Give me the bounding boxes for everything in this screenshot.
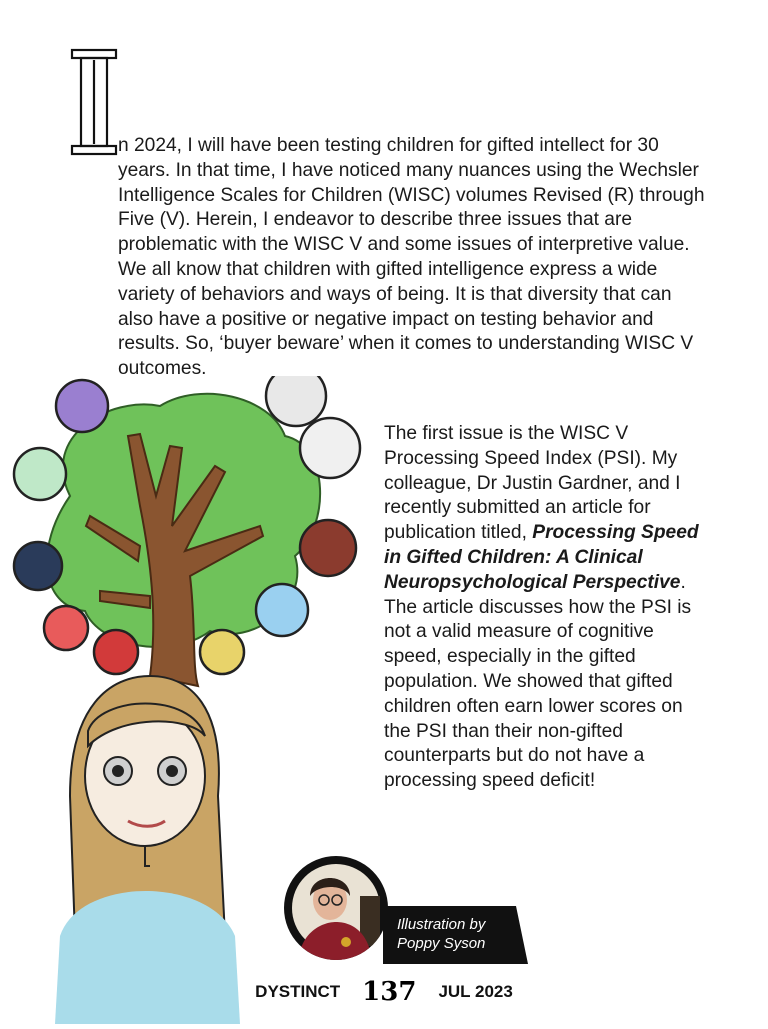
magazine-name: DYSTINCT xyxy=(255,982,341,1001)
drop-cap xyxy=(70,48,120,156)
issue-date: JUL 2023 xyxy=(438,982,513,1001)
intro-paragraph: n 2024, I will have been testing children for gifted intellect for 30 years. In that time, I have noticed many nuances using the Wechsler Intelligence Scales for Children (WISC) volumes Revised (R) through Five (V). Herein, I endeavor to describe three issues that are problematic with the WISC V and some issues of interpretive value. We all know that children with gifted intelligence express a wide variety of behaviors and ways of being. It is that diversity that can also have a positive or negative impact on testing behavior and results. So, ‘buyer beware’ when it comes to understanding WISC V outcomes. xyxy=(118,135,705,380)
credit-line-1: Illustration by xyxy=(397,916,486,933)
credit-line-2: Poppy Syson xyxy=(397,935,486,952)
column-paragraph: The first issue is the WISC V Processing Speed Index (PSI). My colleague, Dr Justin Gardner, and I recently submitted an article for publication titled, Processing Speed in Gifted Children: A Clinical Neuropsychological Perspective. The article discusses how the PSI is not a valid measure of cognitive speed, especially in the gifted population. We showed that gifted children often earn lower scores on the PSI than their non-gifted counterparts but do not have a processing speed deficit! xyxy=(384,423,699,792)
credit-text xyxy=(397,915,527,953)
page-footer xyxy=(0,976,768,1008)
illustrator-avatar xyxy=(284,856,388,960)
girl-face xyxy=(55,676,240,1024)
article-title: Processing Speed in Gifted Children: A Clinical Neuropsychological Perspective xyxy=(384,522,699,593)
page-number: 137 xyxy=(362,977,417,1007)
